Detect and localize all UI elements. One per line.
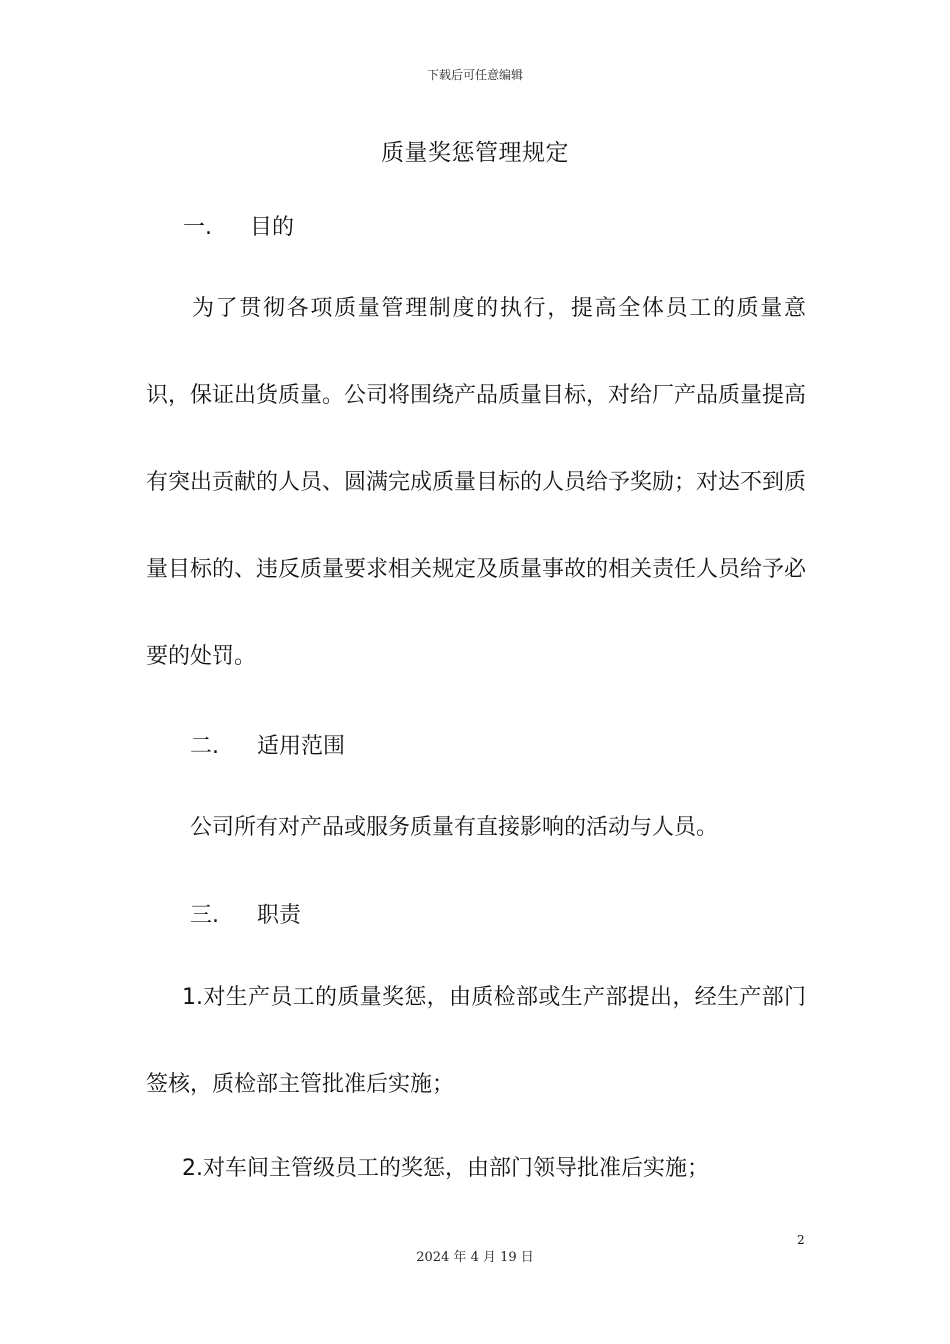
section-number: 一.: [183, 215, 212, 240]
section-heading-purpose: [183, 210, 294, 241]
page-footer-date: 2024 年 4 月 19 日: [416, 1250, 534, 1265]
section-number: 三.: [190, 903, 219, 928]
page-header: 下载后可任意编辑: [426, 68, 523, 82]
paragraph-purpose: 为了贯彻各项质量管理制度的执行，提高全体员工的质量意识，保证出货质量。公司将围绕产品质量目标，对给厂产品质量提高有突出贡献的人员、圆满完成质量目标的人员给予奖励；对达不到质量目标的、违反质量要求相关规定及质量事故的相关责任人员给予必要的处罚。: [146, 296, 807, 669]
section-heading-scope: [190, 729, 345, 760]
document-title: 质量奖惩管理规定: [381, 140, 569, 166]
page-number: 2: [797, 1233, 805, 1247]
paragraph-scope: 公司所有对产品或服务质量有直接影响的活动与人员。: [190, 815, 719, 840]
section-title: 适用范围: [257, 734, 346, 759]
section-number: 二.: [190, 734, 219, 759]
section-title: 职责: [257, 903, 302, 928]
paragraph-duty-2: 2.对车间主管级员工的奖惩，由部门领导批准后实施；: [182, 1156, 709, 1181]
paragraph-duty-1: 1.对生产员工的质量奖惩，由质检部或生产部提出，经生产部门签核，质检部主管批准后实施；: [146, 985, 806, 1097]
section-title: 目的: [250, 215, 295, 240]
section-heading-duties: [190, 898, 301, 929]
